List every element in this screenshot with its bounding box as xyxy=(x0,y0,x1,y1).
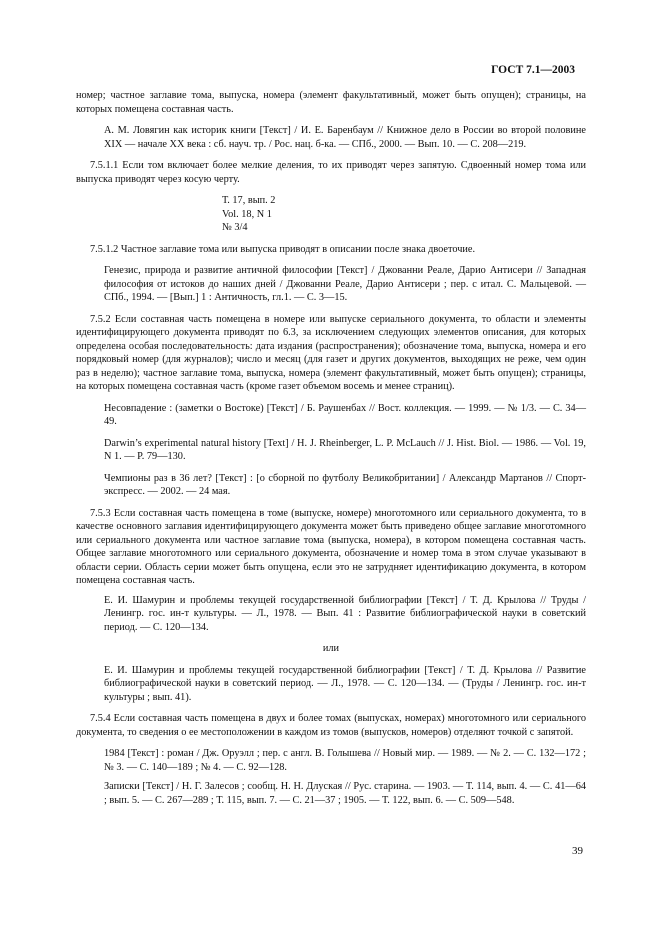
example-entry: Е. И. Шамурин и проблемы текущей государственной библиографии [Текст] / Т. Д. Крылова // Развитие библиографической науки в советский период. — Л., 1978. — С. 120—134. — (Труды / Ленингр. гос. ин-т культуры ; вып. 41). xyxy=(104,664,586,703)
paragraph-7-5-2: 7.5.2 Если составная часть помещена в номере или выпуске сериального документа, то области и элементы идентифицирующего документа приводят по 6.3, за исключением следующих элементов описания, для которых определена особая последовательность: дата издания (распространения); обозначение тома, выпуска, номера и его порядковый номер (для журналов); число и месяц (для газет и других документов, выходящих не реже, чем один раз в неделю); частное заглавие тома, выпуска, номера (элемент факультативный, может быть опущен); страницы, на которых помещена составная часть (кроме газет объемом восемь и менее страниц). xyxy=(76,313,586,392)
paragraph-7-5-4: 7.5.4 Если составная часть помещена в двух и более томах (выпусках, номерах) многотомного или сериального документа, то сведения о ее местоположении в каждом из томов (выпусков, номеров) отделяют точкой с запятой. xyxy=(76,713,586,738)
paragraph-continuation: номер; частное заглавие тома, выпуска, номера (элемент факультативный, может быть опущен); страницы, на которых помещена составная часть. xyxy=(76,90,586,115)
paragraph-7-5-1-1: 7.5.1.1 Если том включает более мелкие деления, то их приводят через запятую. Сдвоенный номер тома или выпуска приводят через косую черту. xyxy=(76,160,586,185)
example-line: Vol. 18, N 1 xyxy=(222,208,272,220)
example-entry: Генезис, природа и развитие античной философии [Текст] / Джованни Реале, Дарио Антисери // Западная философия от истоков до наших дней / Джованни Реале, Дарио Антисери ; пер. с итал. С. Мальцевой. — СПб., 1994. — [Вып.] 1 : Античность, гл.1. — С. 3—15. xyxy=(104,265,586,303)
example-entry: Darwin’s experimental natural history [Text] / H. J. Rheinberger, L. P. McLauch // J. Hist. Biol. — 1986. — Vol. 19, N 1. — P. 79—130. xyxy=(104,437,586,462)
example-entry: Записки [Текст] / Н. Г. Залесов ; сообщ. Н. Н. Длуская // Рус. старина. — 1903. — Т. 114, вып. 4. — С. 41—64 ; вып. 5. — С. 267—289 ; Т. 115, вып. 7. — С. 21—37 ; 1905. — Т. 122, вып. 6. — С. 509—548. xyxy=(104,781,586,806)
example-entry: Чемпионы раз в 36 лет? [Текст] : [о сборной по футболу Великобритании] / Александр Мартанов // Спорт-экспресс. — 2002. — 24 мая. xyxy=(104,472,586,497)
or-separator: или xyxy=(322,643,340,654)
example-entry: А. М. Ловягин как историк книги [Текст] / И. Е. Баренбаум // Книжное дело в России во второй половине XIX — начале XX века : сб. науч. тр. / Рос. нац. б-ка. — СПб., 2000. — Вып. 10. — С. 208—219. xyxy=(104,125,586,150)
example-line: № 3/4 xyxy=(222,222,248,233)
document-body xyxy=(76,89,586,807)
paragraph-7-5-1-2: 7.5.1.2 Частное заглавие тома или выпуска приводят в описании после знака двоеточие. xyxy=(90,243,476,255)
document-header: ГОСТ 7.1—2003 xyxy=(491,64,575,76)
page-number: 39 xyxy=(572,845,583,857)
example-entry: 1984 [Текст] : роман / Дж. Оруэлл ; пер. с англ. В. Голышева // Новый мир. — 1989. — № 2. — С. 132—172 ; № 3. — С. 140—189 ; № 4. — С. 92—128. xyxy=(104,748,586,773)
example-lines xyxy=(222,194,586,235)
paragraph-7-5-3: 7.5.3 Если составная часть помещена в томе (выпуске, номере) многотомного или сериального документа, то в качестве основного заглавия идентифицирующего документа может быть приведено общее заглавие многотомного или сериального документа или частное заглавие тома (выпуска, номера), в котором помещена составная часть. Общее заглавие многотомного или сериального документа, обозначение и номер тома в этом случае указывают в области серии. Область серии может быть опущена, если это не затрудняет идентификацию документа, в котором помещена составная часть. xyxy=(76,507,586,586)
example-line: Т. 17, вып. 2 xyxy=(222,195,276,206)
example-entry: Несовпадение : (заметки о Востоке) [Текст] / Б. Раушенбах // Вост. коллекция. — 1999. — № 1/3. — С. 34—49. xyxy=(104,402,586,427)
example-entry: Е. И. Шамурин и проблемы текущей государственной библиографии [Текст] / Т. Д. Крылова // Труды / Ленингр. гос. ин-т культуры. — Л., 1978. — Вып. 41 : Развитие библиографической науки в советский период. — С. 120—134. xyxy=(104,594,586,633)
